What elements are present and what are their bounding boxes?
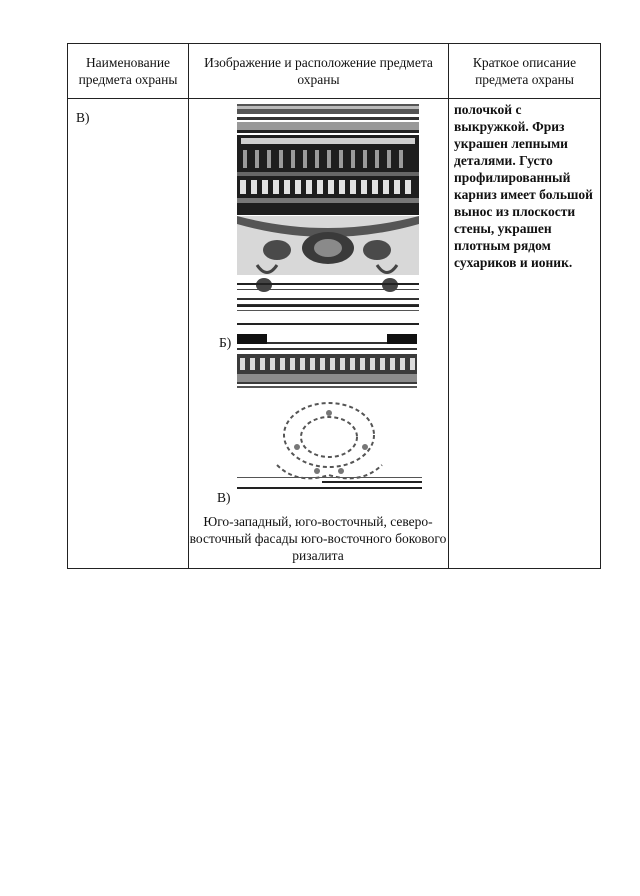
row-label: В) [76,110,90,125]
table-border-right [600,43,601,569]
facade-photo-cartouche [237,395,422,490]
image-label-v: В) [217,490,231,505]
header-description: Краткое описание предмета охраны [472,54,577,87]
table-border-left [67,43,68,569]
description-text: полочкой с выкружкой. Фриз украшен лепными деталями. Густо профилированный карниз имеет большой вынос из плоскости стены, украшен плотным рядом сухариков и ионик. [454,102,593,270]
header-divider [67,98,601,99]
header-image: Изображение и расположение предмета охраны [204,54,433,87]
image-caption: Юго-западный, юго-восточный, северо-восточный фасады юго-восточного бокового ризалита [189,514,447,563]
facade-photo-lines [237,283,419,331]
column-divider-2 [448,43,449,569]
facade-photo-dentils [237,334,417,394]
header-name: Наименование предмета охраны [78,54,178,87]
table-border-bottom [67,568,601,569]
protection-table [67,43,601,569]
image-label-b: Б) [219,335,232,350]
column-divider-1 [188,43,189,569]
